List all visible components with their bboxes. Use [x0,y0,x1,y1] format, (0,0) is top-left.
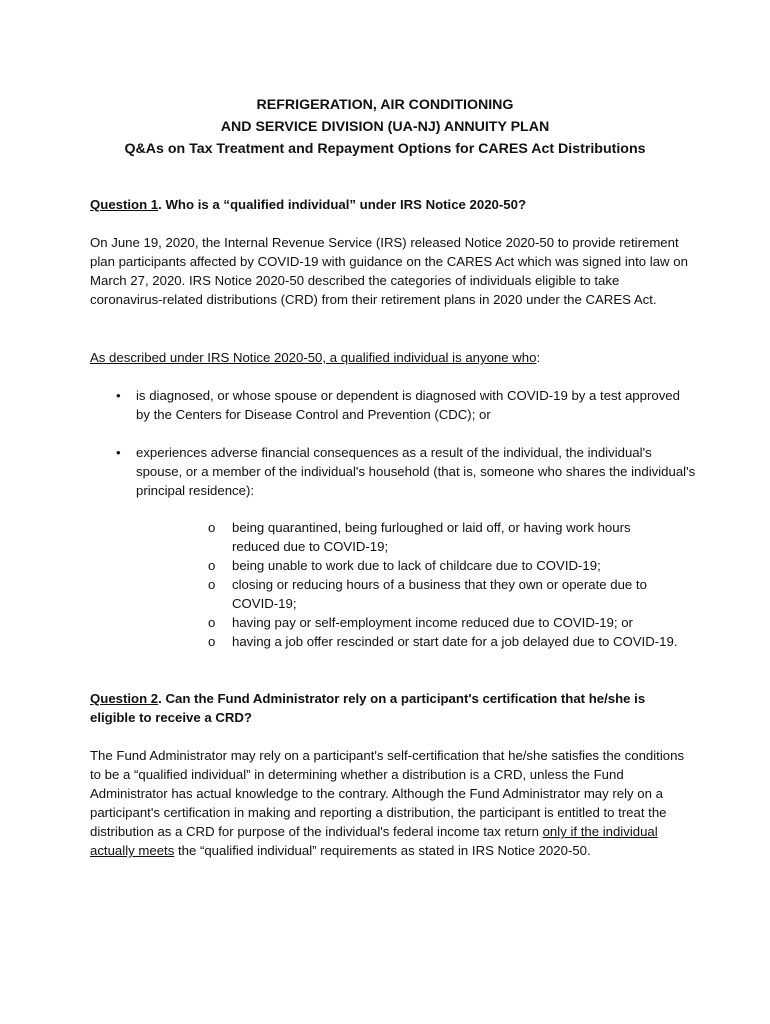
question-1-label: Question 1 [90,197,159,212]
title-line-3: Q&As on Tax Treatment and Repayment Options for CARES Act Distributions [124,141,646,157]
sub-list-item [208,575,678,613]
question-1-heading [90,195,690,214]
sub-list-item [208,613,678,632]
sub-item-text-5: having a job offer rescinded or start date for a job delayed due to COVID-19. [232,634,678,649]
question-2-text: . Can the Fund Administrator rely on a participant's certification that he/she is eligible to receive a CRD? [90,691,646,725]
circle-bullet-icon: o [208,634,216,649]
circle-bullet-icon: o [208,520,216,535]
question-2-heading [90,689,690,727]
bullet-icon: • [116,445,121,460]
sub-item-text-4: having pay or self-employment income reduced due to COVID-19; or [232,615,633,630]
sub-list-item [208,632,678,651]
intro-colon: : [536,350,541,365]
bullet-text-2: experiences adverse financial consequences as a result of the individual, the individual's spouse, or a member of the individual's household (that is, someone who shares the individual's principal residence): [136,445,696,498]
qualified-individual-intro [90,348,690,367]
question-2-answer-start: The Fund Administrator may rely on a participant's self-certification that he/she satisfies the conditions to be a “qualified individual” in determining whether a distribution is a CRD, unless the Fund Administrator has actual knowledge to the contrary. Although the Fund Administrator may rely on a participant's certification in making and reporting a distribution, the participant is entitled to treat the distribution as a CRD for purpose of the individual's federal income tax return [90,748,685,839]
list-item [116,386,696,424]
title-line-2: AND SERVICE DIVISION (UA-NJ) ANNUITY PLAN [220,119,550,135]
question-1-text: . Who is a “qualified individual” under IRS Notice 2020-50? [158,197,527,212]
question-2-answer-end: the “qualified individual” requirements as stated in IRS Notice 2020-50. [174,843,591,858]
document-title [0,94,770,160]
question-2-label: Question 2 [90,691,159,706]
sub-item-text-2: being unable to work due to lack of childcare due to COVID-19; [232,558,601,573]
list-item [116,443,696,500]
bullet-text-1: is diagnosed, or whose spouse or dependent is diagnosed with COVID-19 by a test approved by the Centers for Disease Control and Prevention (CDC); or [136,388,680,422]
intro-underlined: As described under IRS Notice 2020-50, a qualified individual is anyone who [90,350,537,365]
title-line-1: REFRIGERATION, AIR CONDITIONING [256,97,514,113]
sub-list-item [208,518,678,556]
sub-item-text-1: being quarantined, being furloughed or laid off, or having work hours reduced due to COVID-19; [232,520,631,554]
question-2-answer [90,746,690,860]
sub-item-text-3: closing or reducing hours of a business that they own or operate due to COVID-19; [232,577,647,611]
bullet-icon: • [116,388,121,403]
circle-bullet-icon: o [208,577,216,592]
question-2-answer-underlined: only if the individual actually meets [90,824,658,858]
sub-list-item [208,556,678,575]
circle-bullet-icon: o [208,615,216,630]
circle-bullet-icon: o [208,558,216,573]
question-1-answer: On June 19, 2020, the Internal Revenue Service (IRS) released Notice 2020-50 to provide retirement plan participants affected by COVID-19 with guidance on the CARES Act which was signed into law on March 27, 2020. IRS Notice 2020-50 described the categories of individuals eligible to take coronavirus-related distributions (CRD) from their retirement plans in 2020 under the CARES Act. [90,235,688,307]
